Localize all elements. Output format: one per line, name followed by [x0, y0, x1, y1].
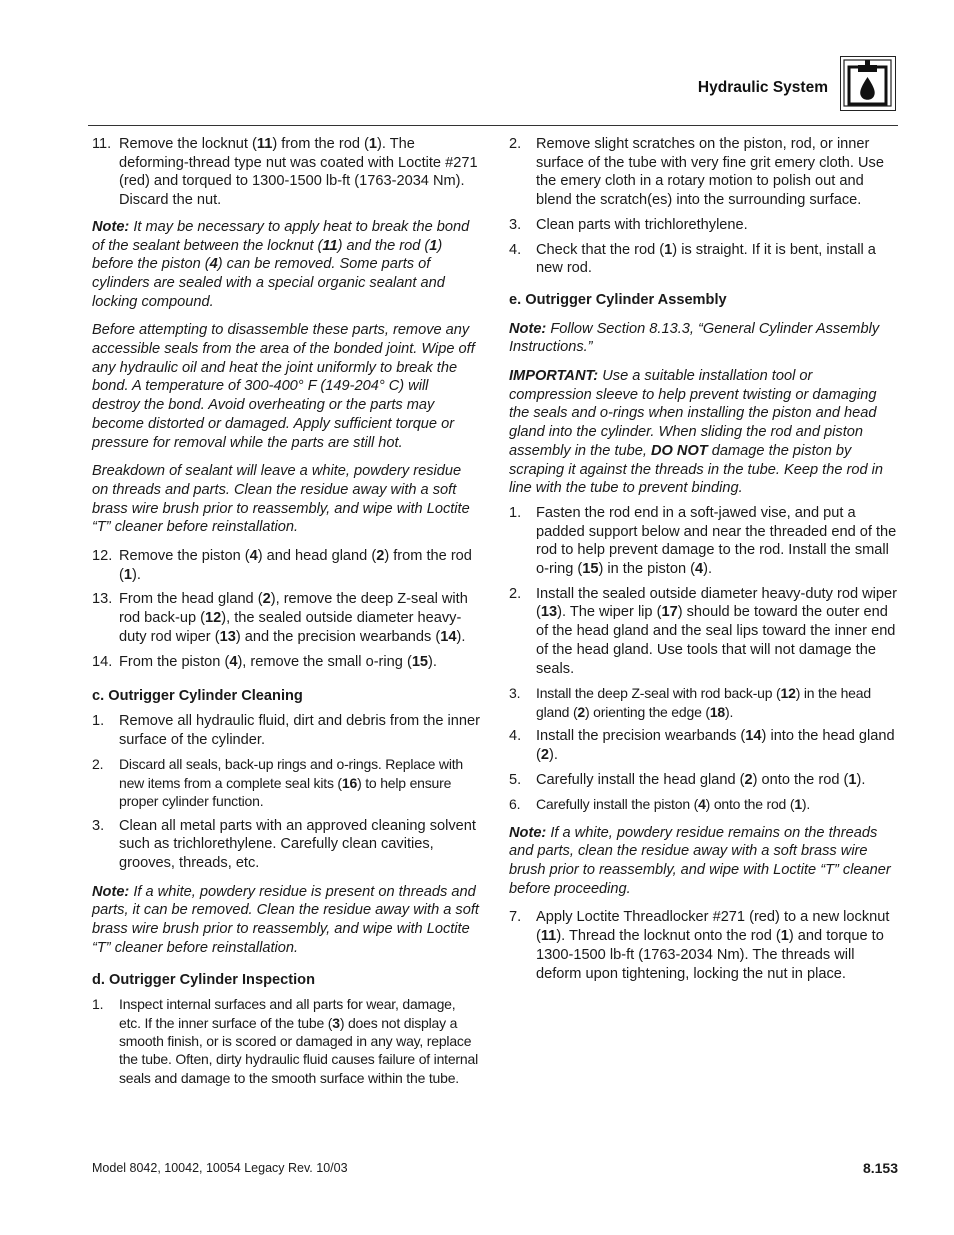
header-rule [88, 125, 898, 126]
assembly-step-3: 3. Install the deep Z-seal with rod back-up (12) in the head gland (2) orienting the edge (18). [509, 685, 871, 720]
step-13: 13. From the head gland (2), remove the deep Z-seal with rod back-up (12), the sealed outside diameter heavy-duty rod wiper (13) and the precision wearbands (14). [92, 591, 468, 645]
assembly-step-5: 5. Carefully install the head gland (2) onto the rod (1). [509, 771, 866, 788]
note-residue: Note: If a white, powdery residue is present on threads and parts, it can be removed. Clean the residue away with a soft brass wire brush prior to reassembly, and wipe with Loctite “T” cleaner before reinstallation. [92, 883, 479, 956]
inspection-step-3: 3. Clean parts with trichlorethylene. [509, 216, 748, 233]
assembly-step-1: 1. Fasten the rod end in a soft-jawed vise, and put a padded support below and near the threaded end of the rod to help prevent damage to the rod. Install the small o-ring (15) in the piston (4). [509, 504, 897, 578]
paragraph-disassemble: Before attempting to disassemble these parts, remove any accessible seals from the area of the bonded joint. Wipe off any hydraulic oil and heat the joint uniformly to break the bond. A temperature of 300-400° F (149-204° C) will destroy the bond. Avoid overheating or the parts may become distorted or damaged. Apply sufficient torque or pressure for removal while the parts are still hot. [92, 322, 475, 451]
assembly-step-4: 4. Install the precision wearbands (14) into the head gland (2). [509, 728, 895, 763]
note-general-instructions: Note: Follow Section 8.13.3, “General Cylinder Assembly Instructions.” [509, 320, 880, 356]
inspection-step-1: 1. Inspect internal surfaces and all parts for wear, damage, etc. If the inner surface of the tube (3) does not display a smooth finish, or is scored or damaged in any way, replace the tube. Often, dirty hydraulic fluid causes failure of internal seals and damage to the smooth surface within the tube. [92, 996, 478, 1086]
paragraph-sealant: Breakdown of sealant will leave a white, powdery residue on threads and parts. Clean the residue away with a soft brass wire brush prior to reassembly, and wipe with Loctite “T” cleaner before reinstallation. [92, 463, 470, 536]
section-heading-inspection: d. Outrigger Cylinder Inspection [92, 971, 315, 988]
inspection-step-2: 2. Remove slight scratches on the piston, rod, or inner surface of the tube with very fine grit emery cloth. Use the emery cloth in a rotary motion to polish out and blend the scratch(es) into the surrounding surface. [509, 136, 884, 209]
note-heat-removal: Note: It may be necessary to apply heat to break the bond of the sealant between the locknut (11) and the rod (1) before the piston (4) can be removed. Some parts of cylinders are sealed with a special organic sealant and locking compound. [92, 218, 470, 310]
note-residue-remains: Note: If a white, powdery residue remains on the threads and parts, clean the residue away with a soft brass wire brush prior to reassembly, and wipe with Loctite “T” cleaner before proceeding. [509, 824, 891, 897]
cleaning-step-1: 1. Remove all hydraulic fluid, dirt and debris from the inner surface of the cylinder. [92, 712, 480, 748]
section-heading-cleaning: c. Outrigger Cylinder Cleaning [92, 688, 303, 705]
step-12: 12. Remove the piston (4) and head gland (2) from the rod (1). [92, 548, 472, 583]
inspection-step-4: 4. Check that the rod (1) is straight. If it is bent, install a new rod. [509, 241, 876, 277]
left-column [92, 135, 480, 1087]
page-number: 8.153 [862, 1160, 898, 1176]
hydraulic-cylinder-icon [840, 56, 896, 111]
step-11: 11. Remove the locknut (11) from the rod (1). The deforming-thread type nut was coated with Loctite #271 (red) and torqued to 1300-1500 lb-ft (1763-2034 Nm). Discard the nut. [92, 136, 478, 209]
cleaning-step-3: 3. Clean all metal parts with an approved cleaning solvent such as trichlorethylene. Carefully clean cavities, grooves, threads, etc. [92, 817, 476, 872]
right-column [509, 135, 899, 983]
important-notice: IMPORTANT: Use a suitable installation tool or compression sleeve to help prevent twisting or damaging the seals and o-rings when installing the piston and head gland into the cylinder. When sliding the rod and piston assembly in the tube, DO NOT damage the piston by scraping it against the threads in the tube. Keep the rod in line with the tube to prevent binding. [509, 368, 884, 497]
page-header-title: Hydraulic System [697, 79, 828, 96]
assembly-step-2: 2. Install the sealed outside diameter heavy-duty rod wiper (13). The wiper lip (17) should be toward the outer end of the head gland and the seal lips toward the inner end of the head gland. Use tools that will not damage the seals. [509, 585, 897, 677]
step-14: 14. From the piston (4), remove the small o-ring (15). [92, 653, 437, 670]
footer-model-revision: Model 8042, 10042, 10054 Legacy Rev. 10/03 [92, 1161, 348, 1175]
assembly-step-6: 6. Carefully install the piston (4) onto the rod (1). [509, 796, 811, 813]
assembly-step-7: 7. Apply Loctite Threadlocker #271 (red) to a new locknut (11). Thread the locknut onto the rod (1) and torque to 1300-1500 lb-ft (1763-2034 Nm). The threads will deform upon tightening, locking the nut in place. [509, 909, 890, 982]
section-heading-assembly: e. Outrigger Cylinder Assembly [509, 291, 727, 308]
cleaning-step-2: 2. Discard all seals, back-up rings and o-rings. Replace with new items from a complete seal kits (16) to help ensure proper cylinder function. [92, 756, 464, 810]
